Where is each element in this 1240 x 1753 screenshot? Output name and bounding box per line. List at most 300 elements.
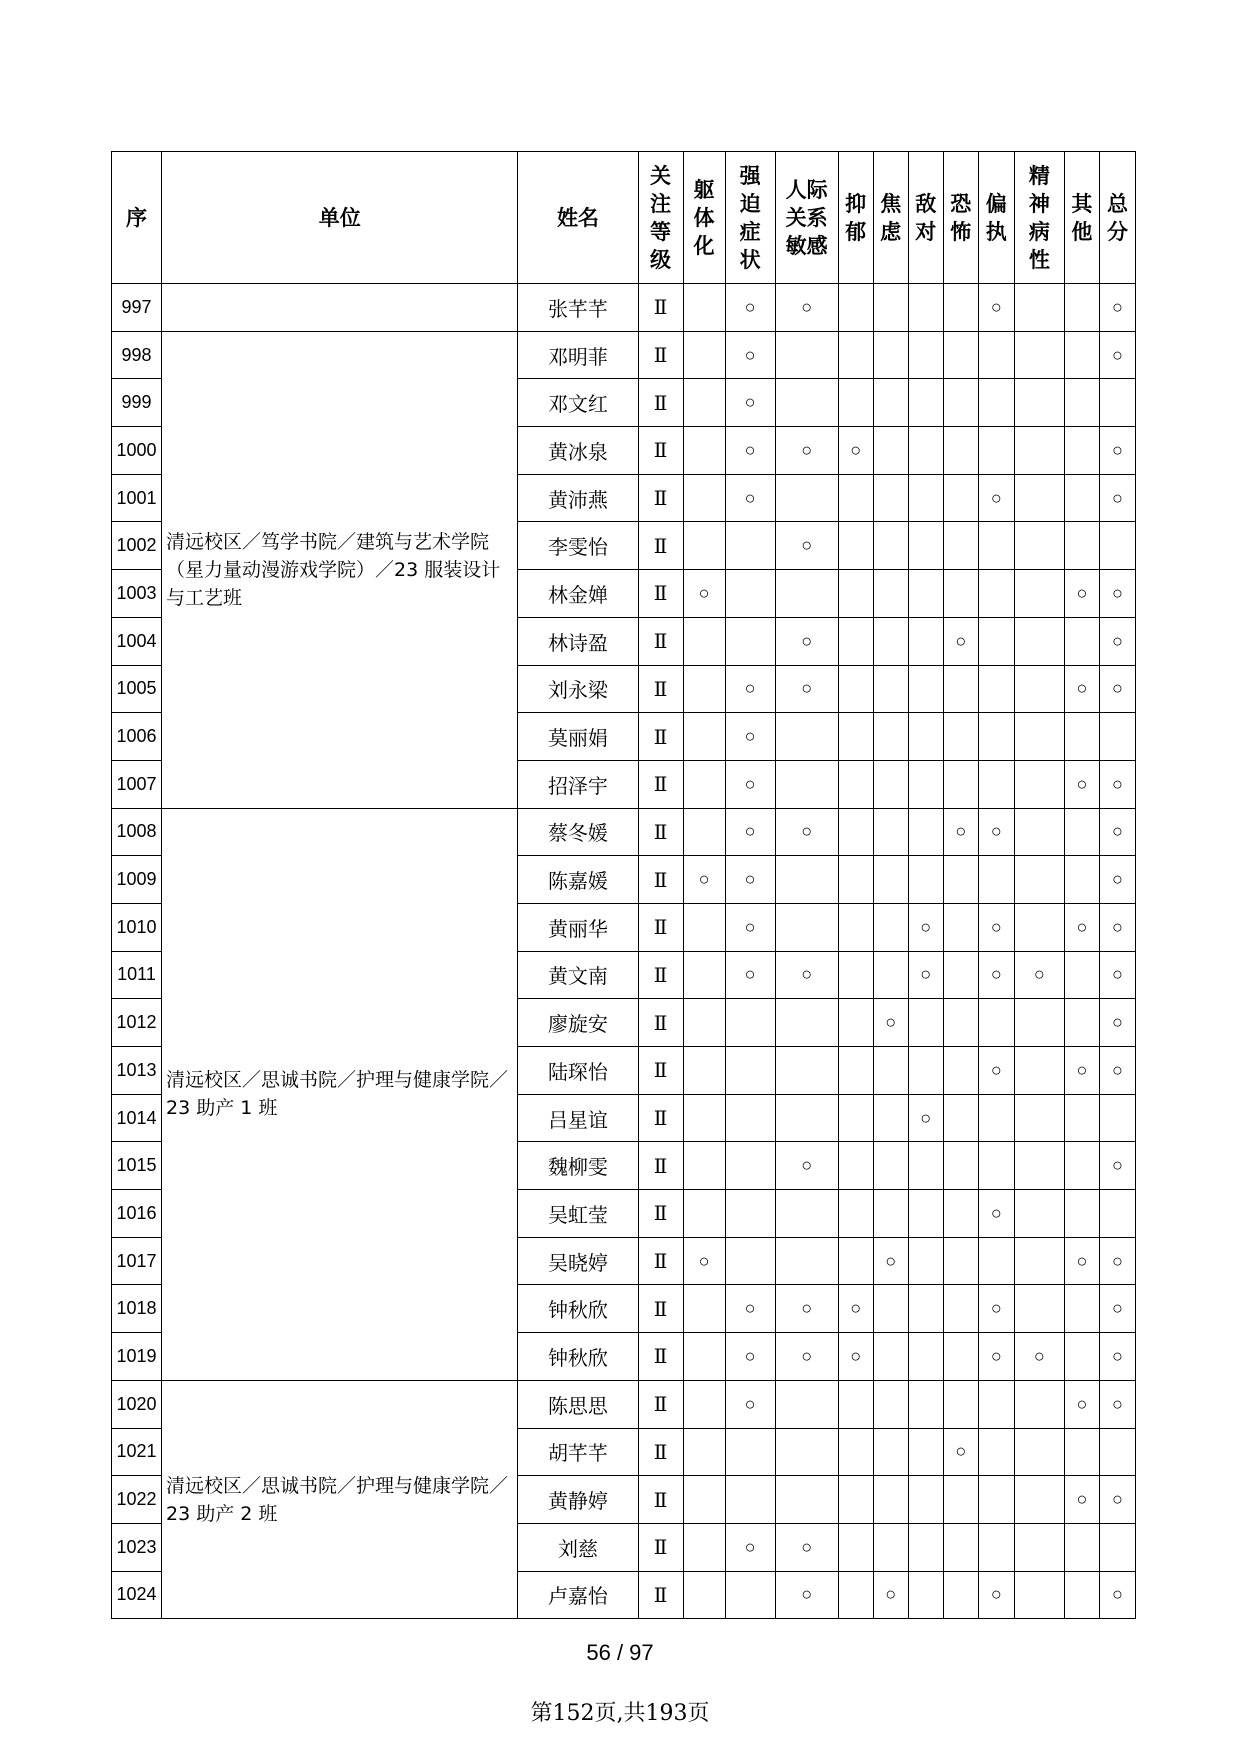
row-flag-cell bbox=[725, 570, 775, 618]
row-flag-cell bbox=[838, 284, 873, 332]
row-seq: 1021 bbox=[112, 1428, 162, 1476]
row-student-name: 钟秋欣 bbox=[518, 1333, 638, 1381]
row-flag-cell: ○ bbox=[1099, 570, 1135, 618]
row-flag-cell: ○ bbox=[1099, 1237, 1135, 1285]
row-flag-cell: ○ bbox=[1099, 1047, 1135, 1095]
row-flag-cell: ○ bbox=[1014, 1333, 1064, 1381]
row-flag-cell: ○ bbox=[775, 1142, 838, 1190]
row-flag-cell bbox=[1064, 1428, 1099, 1476]
row-attention-level: Ⅱ bbox=[638, 951, 683, 999]
row-student-name: 魏柳雯 bbox=[518, 1142, 638, 1190]
row-flag-cell: ○ bbox=[1099, 1476, 1135, 1524]
row-flag-cell bbox=[1014, 570, 1064, 618]
row-flag-cell bbox=[725, 522, 775, 570]
row-flag-cell: ○ bbox=[1064, 1237, 1099, 1285]
row-flag-cell bbox=[873, 760, 908, 808]
row-flag-cell bbox=[1099, 713, 1135, 761]
row-flag-cell: ○ bbox=[978, 903, 1014, 951]
row-flag-cell bbox=[908, 1571, 943, 1619]
row-flag-cell bbox=[775, 1476, 838, 1524]
row-flag-cell bbox=[873, 1523, 908, 1571]
row-flag-cell: ○ bbox=[725, 1380, 775, 1428]
row-flag-cell bbox=[943, 1237, 978, 1285]
row-attention-level: Ⅱ bbox=[638, 1285, 683, 1333]
row-flag-cell bbox=[943, 379, 978, 427]
row-attention-level: Ⅱ bbox=[638, 427, 683, 475]
row-flag-cell: ○ bbox=[1099, 1142, 1135, 1190]
header-level: 关注等级 bbox=[638, 152, 683, 284]
row-flag-cell bbox=[1064, 379, 1099, 427]
row-flag-cell bbox=[978, 760, 1014, 808]
row-attention-level: Ⅱ bbox=[638, 760, 683, 808]
row-flag-cell bbox=[683, 1476, 725, 1524]
row-flag-cell: ○ bbox=[775, 427, 838, 475]
row-flag-cell: ○ bbox=[775, 808, 838, 856]
row-flag-cell bbox=[838, 522, 873, 570]
row-flag-cell bbox=[908, 522, 943, 570]
row-flag-cell bbox=[978, 570, 1014, 618]
row-flag-cell bbox=[1014, 474, 1064, 522]
row-flag-cell bbox=[683, 1333, 725, 1381]
row-student-name: 刘永梁 bbox=[518, 665, 638, 713]
row-seq: 1007 bbox=[112, 760, 162, 808]
row-flag-cell bbox=[683, 284, 725, 332]
row-flag-cell bbox=[978, 856, 1014, 904]
row-flag-cell bbox=[838, 856, 873, 904]
row-flag-cell bbox=[943, 284, 978, 332]
row-flag-cell bbox=[838, 617, 873, 665]
row-flag-cell bbox=[978, 1142, 1014, 1190]
row-seq: 1020 bbox=[112, 1380, 162, 1428]
row-seq: 997 bbox=[112, 284, 162, 332]
row-flag-cell bbox=[725, 1190, 775, 1238]
row-flag-cell: ○ bbox=[775, 284, 838, 332]
row-flag-cell bbox=[838, 1428, 873, 1476]
row-flag-cell bbox=[978, 1428, 1014, 1476]
row-flag-cell bbox=[683, 713, 725, 761]
row-flag-cell bbox=[775, 856, 838, 904]
row-flag-cell bbox=[775, 1047, 838, 1095]
row-flag-cell bbox=[1064, 713, 1099, 761]
row-flag-cell bbox=[725, 1428, 775, 1476]
row-flag-cell: ○ bbox=[725, 1333, 775, 1381]
row-flag-cell bbox=[838, 999, 873, 1047]
row-flag-cell bbox=[775, 760, 838, 808]
row-flag-cell bbox=[838, 1380, 873, 1428]
row-flag-cell bbox=[908, 760, 943, 808]
row-attention-level: Ⅱ bbox=[638, 665, 683, 713]
row-seq: 1000 bbox=[112, 427, 162, 475]
row-flag-cell bbox=[978, 1380, 1014, 1428]
row-flag-cell bbox=[838, 1190, 873, 1238]
row-flag-cell bbox=[1064, 284, 1099, 332]
row-flag-cell bbox=[683, 1380, 725, 1428]
row-flag-cell bbox=[873, 331, 908, 379]
row-flag-cell bbox=[908, 284, 943, 332]
row-flag-cell bbox=[1064, 1094, 1099, 1142]
row-flag-cell bbox=[978, 1237, 1014, 1285]
row-flag-cell: ○ bbox=[1099, 331, 1135, 379]
row-seq: 1012 bbox=[112, 999, 162, 1047]
row-flag-cell bbox=[1014, 1285, 1064, 1333]
row-flag-cell: ○ bbox=[1099, 1380, 1135, 1428]
row-flag-cell: ○ bbox=[1099, 1571, 1135, 1619]
row-flag-cell: ○ bbox=[1064, 570, 1099, 618]
row-flag-cell bbox=[1014, 760, 1064, 808]
row-flag-cell bbox=[725, 1142, 775, 1190]
row-flag-cell bbox=[943, 999, 978, 1047]
page-number: 56 / 97 bbox=[586, 1640, 654, 1665]
row-flag-cell: ○ bbox=[725, 284, 775, 332]
row-attention-level: Ⅱ bbox=[638, 1142, 683, 1190]
row-flag-cell bbox=[1014, 1380, 1064, 1428]
row-flag-cell bbox=[943, 1285, 978, 1333]
row-flag-cell bbox=[838, 1094, 873, 1142]
row-flag-cell: ○ bbox=[1064, 665, 1099, 713]
row-flag-cell bbox=[873, 856, 908, 904]
screening-table bbox=[111, 151, 1136, 1619]
row-flag-cell bbox=[978, 1094, 1014, 1142]
row-flag-cell: ○ bbox=[725, 760, 775, 808]
row-student-name: 黄文南 bbox=[518, 951, 638, 999]
row-flag-cell bbox=[943, 522, 978, 570]
row-flag-cell bbox=[838, 1237, 873, 1285]
row-attention-level: Ⅱ bbox=[638, 1476, 683, 1524]
header-other: 其他 bbox=[1064, 152, 1099, 284]
row-flag-cell bbox=[838, 1571, 873, 1619]
row-student-name: 胡芊芊 bbox=[518, 1428, 638, 1476]
row-flag-cell bbox=[1014, 1523, 1064, 1571]
row-flag-cell bbox=[683, 1571, 725, 1619]
row-flag-cell: ○ bbox=[725, 903, 775, 951]
row-flag-cell: ○ bbox=[725, 427, 775, 475]
row-flag-cell: ○ bbox=[775, 1571, 838, 1619]
row-attention-level: Ⅱ bbox=[638, 331, 683, 379]
row-seq: 1017 bbox=[112, 1237, 162, 1285]
row-flag-cell bbox=[683, 1285, 725, 1333]
row-flag-cell bbox=[908, 1523, 943, 1571]
row-flag-cell bbox=[1064, 808, 1099, 856]
row-flag-cell: ○ bbox=[1064, 1380, 1099, 1428]
row-flag-cell bbox=[775, 903, 838, 951]
row-flag-cell bbox=[873, 1333, 908, 1381]
row-flag-cell: ○ bbox=[838, 1333, 873, 1381]
row-flag-cell bbox=[775, 379, 838, 427]
row-flag-cell bbox=[1064, 617, 1099, 665]
row-flag-cell bbox=[838, 951, 873, 999]
row-seq: 1011 bbox=[112, 951, 162, 999]
row-flag-cell bbox=[873, 284, 908, 332]
row-flag-cell: ○ bbox=[1099, 617, 1135, 665]
row-flag-cell bbox=[1099, 379, 1135, 427]
row-flag-cell bbox=[1014, 1237, 1064, 1285]
row-flag-cell bbox=[943, 1380, 978, 1428]
row-attention-level: Ⅱ bbox=[638, 1333, 683, 1381]
row-student-name: 吴虹莹 bbox=[518, 1190, 638, 1238]
row-student-name: 邓明菲 bbox=[518, 331, 638, 379]
row-attention-level: Ⅱ bbox=[638, 856, 683, 904]
header-interpersonal: 人际关系敏感 bbox=[775, 152, 838, 284]
row-flag-cell bbox=[1064, 1523, 1099, 1571]
row-flag-cell bbox=[943, 474, 978, 522]
row-unit: 清远校区／思诚书院／护理与健康学院／23 助产 2 班 bbox=[162, 1380, 518, 1618]
row-seq: 1006 bbox=[112, 713, 162, 761]
row-attention-level: Ⅱ bbox=[638, 713, 683, 761]
row-flag-cell: ○ bbox=[725, 331, 775, 379]
row-flag-cell bbox=[1014, 522, 1064, 570]
row-flag-cell bbox=[978, 1476, 1014, 1524]
row-flag-cell bbox=[1014, 1476, 1064, 1524]
row-flag-cell: ○ bbox=[873, 1237, 908, 1285]
row-student-name: 黄静婷 bbox=[518, 1476, 638, 1524]
row-flag-cell bbox=[908, 1428, 943, 1476]
row-student-name: 卢嘉怡 bbox=[518, 1571, 638, 1619]
row-flag-cell bbox=[873, 1190, 908, 1238]
row-flag-cell bbox=[943, 427, 978, 475]
row-flag-cell: ○ bbox=[978, 1190, 1014, 1238]
header-hostility: 敌对 bbox=[908, 152, 943, 284]
row-flag-cell bbox=[908, 427, 943, 475]
row-flag-cell bbox=[683, 760, 725, 808]
row-flag-cell bbox=[838, 1142, 873, 1190]
row-flag-cell bbox=[1014, 808, 1064, 856]
row-flag-cell bbox=[873, 665, 908, 713]
row-flag-cell bbox=[683, 903, 725, 951]
row-student-name: 邓文红 bbox=[518, 379, 638, 427]
row-attention-level: Ⅱ bbox=[638, 1237, 683, 1285]
row-flag-cell bbox=[1064, 1142, 1099, 1190]
row-flag-cell bbox=[838, 665, 873, 713]
row-flag-cell bbox=[1014, 999, 1064, 1047]
row-flag-cell bbox=[838, 474, 873, 522]
row-student-name: 李雯怡 bbox=[518, 522, 638, 570]
row-flag-cell bbox=[943, 1094, 978, 1142]
row-attention-level: Ⅱ bbox=[638, 1571, 683, 1619]
row-flag-cell bbox=[683, 999, 725, 1047]
row-attention-level: Ⅱ bbox=[638, 1094, 683, 1142]
row-flag-cell bbox=[943, 713, 978, 761]
header-row bbox=[112, 152, 1136, 284]
row-flag-cell bbox=[1064, 856, 1099, 904]
row-flag-cell bbox=[1064, 951, 1099, 999]
row-flag-cell bbox=[775, 570, 838, 618]
row-flag-cell bbox=[943, 331, 978, 379]
row-flag-cell: ○ bbox=[1099, 999, 1135, 1047]
row-flag-cell: ○ bbox=[775, 1333, 838, 1381]
row-flag-cell bbox=[683, 617, 725, 665]
row-seq: 1022 bbox=[112, 1476, 162, 1524]
row-flag-cell bbox=[873, 570, 908, 618]
row-flag-cell bbox=[908, 331, 943, 379]
row-flag-cell bbox=[683, 379, 725, 427]
row-seq: 1016 bbox=[112, 1190, 162, 1238]
row-flag-cell bbox=[1014, 856, 1064, 904]
row-flag-cell: ○ bbox=[1064, 1047, 1099, 1095]
row-flag-cell bbox=[1064, 1190, 1099, 1238]
row-flag-cell: ○ bbox=[978, 1333, 1014, 1381]
row-flag-cell bbox=[838, 808, 873, 856]
row-flag-cell: ○ bbox=[1014, 951, 1064, 999]
row-student-name: 廖旋安 bbox=[518, 999, 638, 1047]
row-seq: 1015 bbox=[112, 1142, 162, 1190]
table-row bbox=[112, 331, 1136, 379]
row-flag-cell bbox=[908, 474, 943, 522]
header-paranoia: 偏执 bbox=[978, 152, 1014, 284]
row-flag-cell bbox=[725, 1094, 775, 1142]
row-flag-cell bbox=[943, 1190, 978, 1238]
row-flag-cell: ○ bbox=[775, 522, 838, 570]
row-flag-cell bbox=[1014, 1428, 1064, 1476]
row-flag-cell bbox=[943, 951, 978, 999]
row-flag-cell bbox=[1014, 427, 1064, 475]
row-flag-cell bbox=[978, 379, 1014, 427]
row-flag-cell: ○ bbox=[1099, 1285, 1135, 1333]
row-flag-cell bbox=[873, 379, 908, 427]
row-flag-cell: ○ bbox=[725, 665, 775, 713]
row-flag-cell: ○ bbox=[775, 1285, 838, 1333]
row-flag-cell bbox=[943, 1047, 978, 1095]
row-flag-cell bbox=[873, 427, 908, 475]
row-flag-cell bbox=[775, 713, 838, 761]
row-flag-cell bbox=[873, 617, 908, 665]
row-seq: 1002 bbox=[112, 522, 162, 570]
row-flag-cell bbox=[1014, 713, 1064, 761]
row-seq: 1004 bbox=[112, 617, 162, 665]
row-flag-cell bbox=[775, 1190, 838, 1238]
row-flag-cell bbox=[725, 1047, 775, 1095]
row-flag-cell bbox=[943, 665, 978, 713]
row-flag-cell bbox=[838, 1047, 873, 1095]
row-attention-level: Ⅱ bbox=[638, 999, 683, 1047]
row-seq: 1009 bbox=[112, 856, 162, 904]
row-flag-cell: ○ bbox=[725, 713, 775, 761]
row-attention-level: Ⅱ bbox=[638, 1047, 683, 1095]
row-student-name: 黄沛燕 bbox=[518, 474, 638, 522]
row-unit: 清远校区／笃学书院／建筑与艺术学院（星力量动漫游戏学院）／23 服装设计与工艺班 bbox=[162, 331, 518, 808]
row-flag-cell: ○ bbox=[775, 665, 838, 713]
row-flag-cell bbox=[1014, 1094, 1064, 1142]
row-flag-cell bbox=[1099, 1094, 1135, 1142]
row-flag-cell: ○ bbox=[725, 379, 775, 427]
row-flag-cell: ○ bbox=[725, 474, 775, 522]
row-flag-cell bbox=[775, 1428, 838, 1476]
row-flag-cell bbox=[838, 570, 873, 618]
row-flag-cell bbox=[978, 999, 1014, 1047]
header-name: 姓名 bbox=[518, 152, 638, 284]
row-flag-cell bbox=[873, 1142, 908, 1190]
row-flag-cell bbox=[1014, 331, 1064, 379]
row-seq: 1023 bbox=[112, 1523, 162, 1571]
row-flag-cell bbox=[908, 1190, 943, 1238]
row-flag-cell bbox=[978, 427, 1014, 475]
row-flag-cell: ○ bbox=[838, 1285, 873, 1333]
row-seq: 998 bbox=[112, 331, 162, 379]
row-flag-cell: ○ bbox=[775, 617, 838, 665]
row-flag-cell bbox=[838, 331, 873, 379]
row-flag-cell bbox=[908, 999, 943, 1047]
row-flag-cell bbox=[873, 1380, 908, 1428]
row-flag-cell bbox=[775, 474, 838, 522]
row-flag-cell: ○ bbox=[1099, 665, 1135, 713]
row-flag-cell: ○ bbox=[873, 999, 908, 1047]
row-flag-cell bbox=[683, 522, 725, 570]
row-seq: 1003 bbox=[112, 570, 162, 618]
row-student-name: 黄冰泉 bbox=[518, 427, 638, 475]
row-flag-cell: ○ bbox=[725, 856, 775, 904]
row-flag-cell bbox=[873, 1285, 908, 1333]
row-flag-cell: ○ bbox=[725, 1285, 775, 1333]
row-flag-cell bbox=[725, 1571, 775, 1619]
row-flag-cell bbox=[908, 808, 943, 856]
row-flag-cell bbox=[1014, 1047, 1064, 1095]
row-flag-cell bbox=[908, 1142, 943, 1190]
row-flag-cell bbox=[1064, 331, 1099, 379]
page-footer: 第152页,共193页 bbox=[530, 1701, 710, 1726]
row-flag-cell bbox=[943, 760, 978, 808]
row-student-name: 陈思思 bbox=[518, 1380, 638, 1428]
table-body bbox=[112, 284, 1136, 1619]
row-flag-cell bbox=[683, 808, 725, 856]
row-flag-cell bbox=[838, 760, 873, 808]
row-flag-cell bbox=[908, 617, 943, 665]
row-flag-cell bbox=[943, 903, 978, 951]
row-flag-cell: ○ bbox=[1099, 856, 1135, 904]
row-student-name: 吴晓婷 bbox=[518, 1237, 638, 1285]
header-seq: 序 bbox=[112, 152, 162, 284]
header-unit: 单位 bbox=[162, 152, 518, 284]
row-flag-cell: ○ bbox=[978, 808, 1014, 856]
row-flag-cell bbox=[943, 1571, 978, 1619]
row-flag-cell bbox=[873, 713, 908, 761]
row-unit bbox=[162, 284, 518, 332]
row-flag-cell: ○ bbox=[978, 284, 1014, 332]
row-flag-cell: ○ bbox=[908, 1094, 943, 1142]
row-flag-cell: ○ bbox=[978, 1285, 1014, 1333]
row-attention-level: Ⅱ bbox=[638, 1190, 683, 1238]
row-flag-cell: ○ bbox=[775, 951, 838, 999]
header-depression: 抑郁 bbox=[838, 152, 873, 284]
row-flag-cell bbox=[683, 427, 725, 475]
row-flag-cell: ○ bbox=[908, 951, 943, 999]
row-flag-cell bbox=[873, 1428, 908, 1476]
row-flag-cell bbox=[683, 474, 725, 522]
row-flag-cell bbox=[838, 379, 873, 427]
row-attention-level: Ⅱ bbox=[638, 379, 683, 427]
row-flag-cell bbox=[838, 1523, 873, 1571]
row-student-name: 蔡冬媛 bbox=[518, 808, 638, 856]
row-seq: 1008 bbox=[112, 808, 162, 856]
row-flag-cell: ○ bbox=[775, 1523, 838, 1571]
row-flag-cell bbox=[683, 665, 725, 713]
row-flag-cell bbox=[1014, 379, 1064, 427]
row-flag-cell bbox=[1014, 284, 1064, 332]
row-flag-cell: ○ bbox=[683, 856, 725, 904]
row-flag-cell: ○ bbox=[978, 1571, 1014, 1619]
table-row bbox=[112, 284, 1136, 332]
row-flag-cell bbox=[838, 903, 873, 951]
row-flag-cell: ○ bbox=[1064, 760, 1099, 808]
row-flag-cell bbox=[1064, 474, 1099, 522]
row-seq: 1014 bbox=[112, 1094, 162, 1142]
header-phobia: 恐怖 bbox=[943, 152, 978, 284]
row-flag-cell bbox=[978, 522, 1014, 570]
row-student-name: 莫丽娟 bbox=[518, 713, 638, 761]
row-flag-cell bbox=[908, 379, 943, 427]
row-flag-cell: ○ bbox=[978, 1047, 1014, 1095]
row-flag-cell bbox=[1014, 1142, 1064, 1190]
row-flag-cell: ○ bbox=[943, 808, 978, 856]
row-flag-cell bbox=[1099, 1523, 1135, 1571]
